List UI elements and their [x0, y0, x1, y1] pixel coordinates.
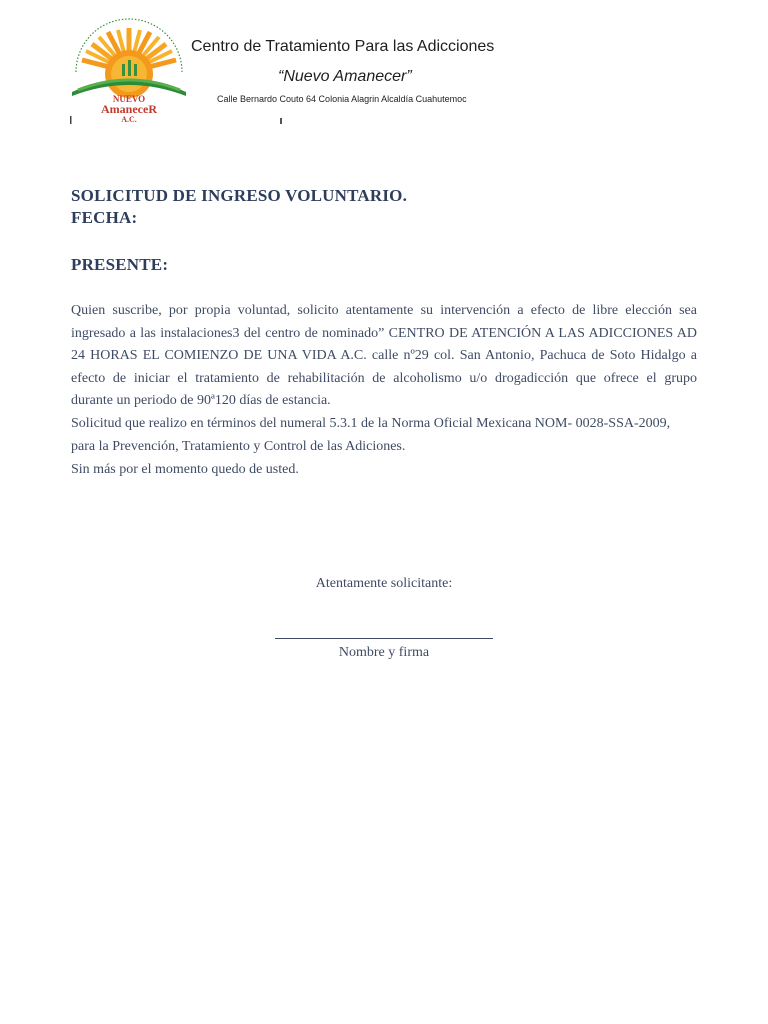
paragraph-line: para la Prevención, Tratamiento y Control de las Adiciones.: [71, 438, 406, 454]
logo-text-sub: A.C.: [121, 115, 137, 124]
organization-subtitle: “Nuevo Amanecer”: [278, 68, 412, 85]
legal-reference-paragraph: [71, 413, 697, 458]
paragraph-line: ingresado a las instalaciones3 del centro de nominado” CENTRO DE ATENCIÓN A LAS ADICCIONES AD: [71, 325, 697, 341]
closing-salutation: [0, 576, 768, 592]
logo-text-top: NUEVO: [112, 94, 146, 104]
closing-remark: Sin más por el momento quedo de usted.: [71, 462, 299, 477]
document-title: SOLICITUD DE INGRESO VOLUNTARIO.: [71, 186, 408, 205]
paragraph-line: efecto de iniciar el tratamiento de rehabilitación de alcoholismo u/o drogadicción que ofrece el grupo: [71, 370, 697, 386]
closing-text: Atentamente solicitante:: [315, 576, 453, 591]
organization-title: Centro de Tratamiento Para las Adicciones: [191, 38, 495, 55]
paragraph-line: Quien suscribe, por propia voluntad, solicito atentamente su intervención a efecto de libre elección sea: [71, 303, 697, 318]
paragraph-line: 24 HORAS EL COMIENZO DE UNA VIDA A.C. calle nº29 col. San Antonio, Pachuca de Soto Hidalgo a: [71, 348, 697, 364]
signature-label: Nombre y firma: [338, 645, 430, 660]
nuevo-amanecer-logo: [68, 14, 190, 126]
logo-text-main: AmaneceR: [101, 102, 157, 116]
divider-mark: [280, 118, 282, 124]
signature-line: [275, 638, 493, 639]
salutation: PRESENTE:: [71, 255, 169, 274]
paragraph-line: Solicitud que realizo en términos del numeral 5.3.1 de la Norma Oficial Mexicana NOM- 0028-SSA-2009,: [71, 416, 671, 431]
date-label: FECHA:: [71, 208, 138, 227]
organization-address: Calle Bernardo Couto 64 Colonia Alagrin Alcaldía Cuahutemoc: [217, 94, 467, 104]
request-paragraph: [71, 300, 697, 413]
paragraph-line: durante un periodo de 90ª120 días de estancia.: [71, 393, 331, 409]
